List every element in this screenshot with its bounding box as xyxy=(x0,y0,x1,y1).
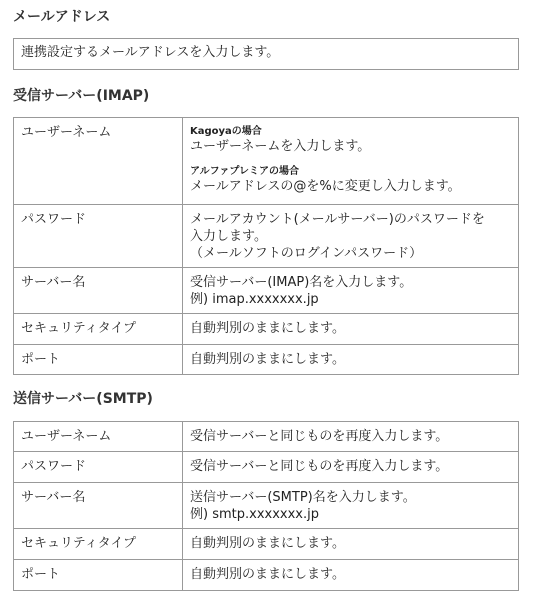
smtp-section-title: 送信サーバー(SMTP) xyxy=(13,391,153,407)
imap-password-line1: メールアカウント(メールサーバー)のパスワードを xyxy=(190,212,485,227)
table-row xyxy=(14,560,519,591)
imap-server-label: サーバー名 xyxy=(14,268,183,314)
imap-password-value xyxy=(183,205,519,268)
smtp-password-value: 受信サーバーと同じものを再度入力します。 xyxy=(183,452,519,483)
imap-password-line2: 入力します。 xyxy=(190,229,267,244)
settings-guide xyxy=(13,0,519,591)
imap-security-value: 自動判別のままにします。 xyxy=(183,314,519,345)
smtp-port-label: ポート xyxy=(14,560,183,591)
smtp-server-example: 例) smtp.xxxxxxx.jp xyxy=(190,507,319,522)
smtp-settings-table xyxy=(13,421,519,591)
smtp-security-value: 自動判別のままにします。 xyxy=(183,529,519,560)
mail-section-title: メールアドレス xyxy=(13,9,111,25)
imap-section-title: 受信サーバー(IMAP) xyxy=(13,88,150,104)
imap-password-line3: （メールソフトのログインパスワード） xyxy=(190,246,423,261)
imap-username-label: ユーザーネーム xyxy=(14,118,183,205)
table-row xyxy=(14,314,519,345)
smtp-server-line1: 送信サーバー(SMTP)名を入力します。 xyxy=(190,490,416,505)
smtp-username-value: 受信サーバーと同じものを再度入力します。 xyxy=(183,422,519,452)
kagoya-text: ユーザーネームを入力します。 xyxy=(190,139,371,154)
alpha-premier-text: メールアドレスの@を%に変更し入力します。 xyxy=(190,179,461,194)
smtp-username-label: ユーザーネーム xyxy=(14,422,183,452)
imap-server-line1: 受信サーバー(IMAP)名を入力します。 xyxy=(190,275,413,290)
smtp-server-label: サーバー名 xyxy=(14,483,183,529)
mail-description-box xyxy=(13,38,519,70)
alpha-premier-heading: アルファプレミアの場合 xyxy=(190,166,299,177)
imap-username-value xyxy=(183,118,519,205)
imap-port-value: 自動判別のままにします。 xyxy=(183,345,519,375)
table-row xyxy=(14,268,519,314)
imap-security-label: セキュリティタイプ xyxy=(14,314,183,345)
smtp-password-label: パスワード xyxy=(14,452,183,483)
table-row xyxy=(14,452,519,483)
smtp-security-label: セキュリティタイプ xyxy=(14,529,183,560)
imap-server-example: 例) imap.xxxxxxx.jp xyxy=(190,292,319,307)
smtp-server-value xyxy=(183,483,519,529)
kagoya-heading: Kagoyaの場合 xyxy=(190,126,262,137)
table-row xyxy=(14,483,519,529)
table-row xyxy=(14,205,519,268)
imap-port-label: ポート xyxy=(14,345,183,375)
imap-password-label: パスワード xyxy=(14,205,183,268)
smtp-port-value: 自動判別のままにします。 xyxy=(183,560,519,591)
table-row xyxy=(14,529,519,560)
imap-server-value xyxy=(183,268,519,314)
table-row xyxy=(14,422,519,452)
table-row xyxy=(14,345,519,375)
row-spacer xyxy=(190,155,518,165)
table-row xyxy=(14,118,519,205)
imap-settings-table xyxy=(13,117,519,375)
mail-description: 連携設定するメールアドレスを入力します。 xyxy=(21,45,280,60)
